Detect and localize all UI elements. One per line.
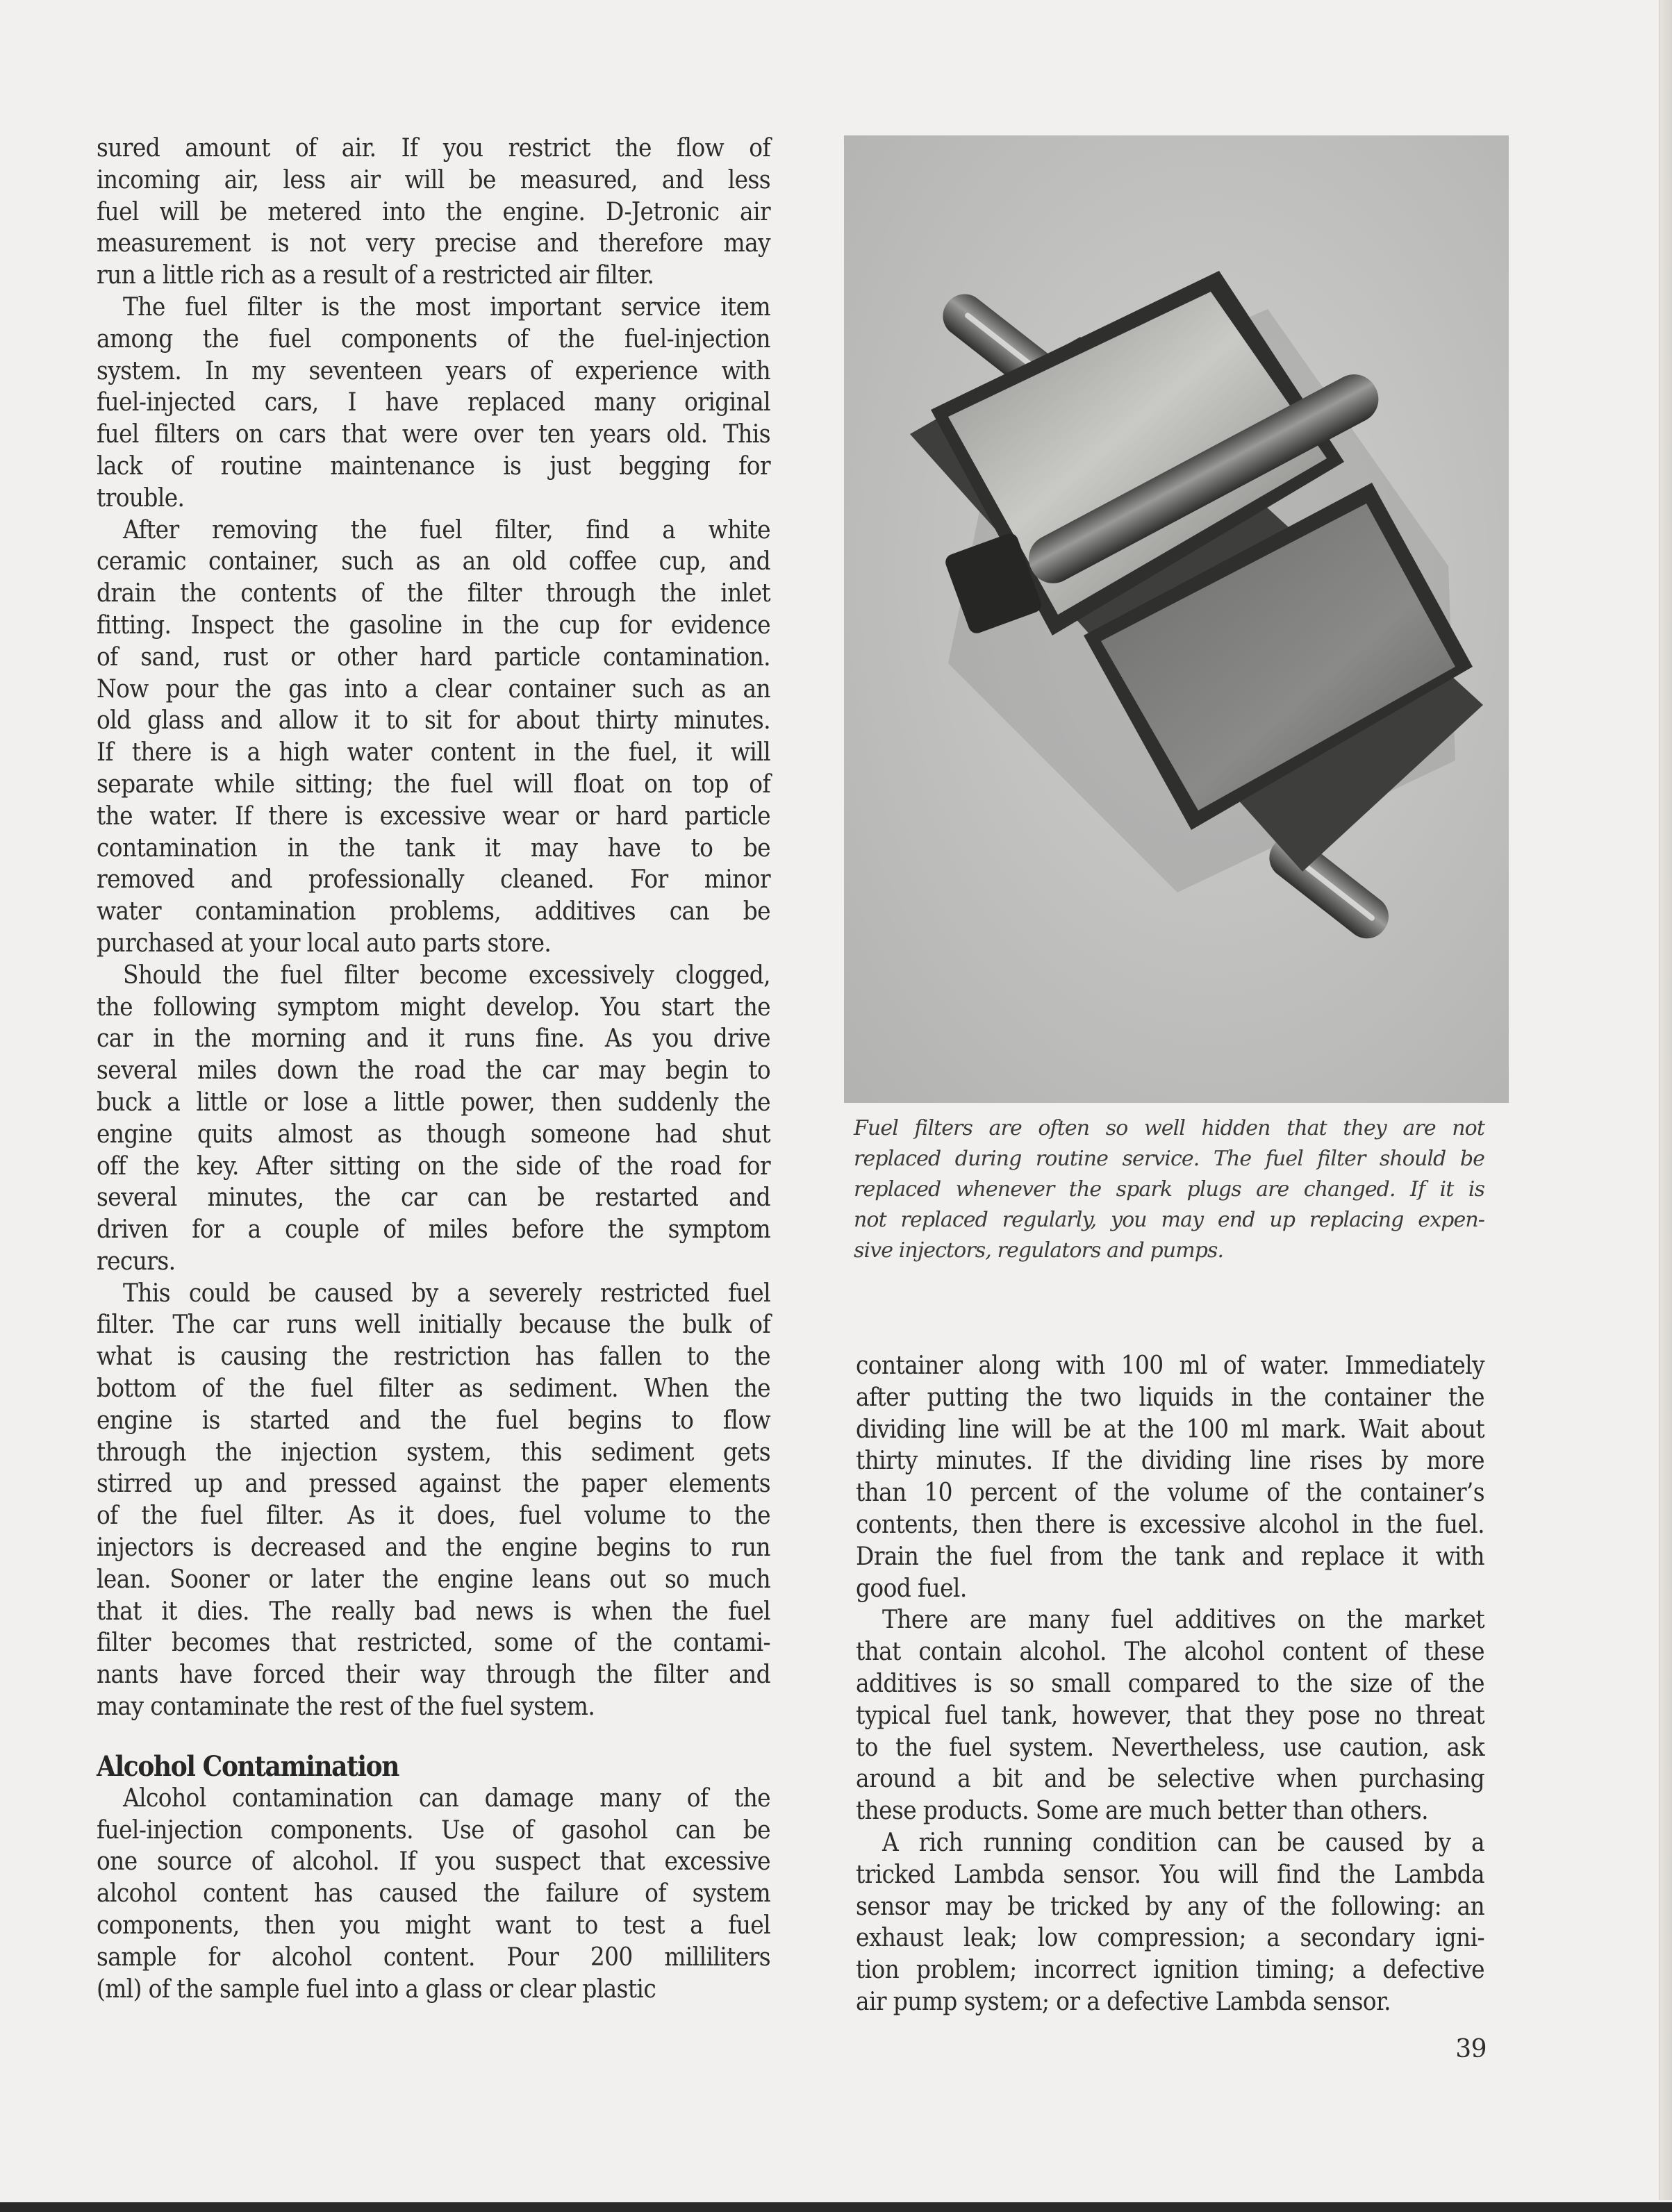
text-line: filter becomes that restricted, some of the contami-: [97, 1627, 770, 1658]
text-line: A rich running condition can be caused by a: [882, 1827, 1484, 1857]
text-line: injectors is decreased and the engine begins to run: [97, 1532, 770, 1563]
text-line: Drain the fuel from the tank and replace it with: [856, 1540, 1484, 1571]
paragraph: [97, 291, 770, 514]
text-line: fuel-injected cars, I have replaced many original: [97, 387, 770, 417]
left-column-paragraphs: [97, 132, 770, 1722]
caption-line: sive injectors, regulators and pumps.: [854, 1238, 1224, 1263]
text-line: typical fuel tank, however, that they pose no threat: [856, 1699, 1484, 1730]
text-line: these products. Some are much better than others.: [856, 1795, 1428, 1826]
fuel-filter-photo: [844, 135, 1509, 1103]
text-line: water contamination problems, additives can be: [97, 896, 770, 926]
text-line: tricked Lambda sensor. You will find the Lambda: [856, 1858, 1484, 1889]
text-line: one source of alcohol. If you suspect that excessive: [97, 1846, 770, 1877]
text-line: that it dies. The really bad news is when the fuel: [97, 1595, 770, 1626]
right-column-paragraphs: [856, 1349, 1484, 2018]
text-line: several miles down the road the car may begin to: [97, 1055, 770, 1086]
text-line: incoming air, less air will be measured, and less: [97, 164, 770, 194]
text-line: the following symptom might develop. You start the: [97, 991, 770, 1022]
caption-line: replaced during routine service. The fuel filter should be: [854, 1147, 1484, 1171]
text-line: container along with 100 ml of water. Immediately: [856, 1350, 1484, 1380]
text-line: the water. If there is excessive wear or hard particle: [97, 800, 770, 831]
text-line: to the fuel system. Nevertheless, use caution, ask: [856, 1731, 1484, 1762]
text-line: of sand, rust or other hard particle contamination.: [97, 641, 770, 672]
text-line: through the injection system, this sediment gets: [97, 1436, 770, 1467]
text-line: air pump system; or a defective Lambda sensor.: [856, 1986, 1391, 2016]
text-line: Now pour the gas into a clear container such as an: [97, 673, 770, 704]
text-line: fuel will be metered into the engine. D-Jetronic air: [97, 196, 770, 226]
text-line: separate while sitting; the fuel will float on top of: [97, 768, 770, 799]
text-line: fuel filters on cars that were over ten years old. This: [97, 419, 770, 449]
text-line: than 10 percent of the volume of the container’s: [856, 1477, 1484, 1508]
text-line: contents, then there is excessive alcohol in the fuel.: [856, 1508, 1484, 1539]
text-line: measurement is not very precise and therefore may: [97, 228, 770, 258]
paragraph: [97, 132, 770, 291]
text-line: tion problem; incorrect ignition timing; a defective: [856, 1954, 1484, 1985]
fuel-filter-illustration: [844, 135, 1509, 1103]
text-line: fitting. Inspect the gasoline in the cup for evidence: [97, 609, 770, 640]
text-line: of the fuel filter. As it does, fuel volume to the: [97, 1500, 770, 1531]
paragraph: [97, 1277, 770, 1722]
paragraph: [97, 514, 770, 959]
text-line: The fuel filter is the most important service item: [123, 291, 770, 322]
text-line: what is causing the restriction has fallen to the: [97, 1341, 770, 1372]
text-line: off the key. After sitting on the side of the road for: [97, 1150, 770, 1181]
text-line: lean. Sooner or later the engine leans out so much: [97, 1563, 770, 1594]
text-line: (ml) of the sample fuel into a glass or clear plastic: [97, 1973, 656, 2004]
text-line: Should the fuel filter become excessively clogged,: [123, 959, 770, 990]
text-line: nants have forced their way through the filter and: [97, 1659, 770, 1690]
text-line: exhaust leak; low compression; a secondary igni-: [856, 1922, 1484, 1953]
text-line: good fuel.: [856, 1572, 967, 1603]
paragraph: [97, 959, 770, 1277]
text-line: thirty minutes. If the dividing line rises by more: [856, 1445, 1484, 1476]
right-column: [856, 1349, 1484, 2018]
text-line: stirred up and pressed against the paper elements: [97, 1468, 770, 1499]
text-line: after putting the two liquids in the container the: [856, 1381, 1484, 1412]
text-line: old glass and allow it to sit for about thirty minutes.: [97, 705, 770, 735]
text-line: ceramic container, such as an old coffee cup, and: [97, 546, 770, 576]
text-line: sured amount of air. If you restrict the flow of: [97, 133, 770, 163]
text-line: additives is so small compared to the size of the: [856, 1668, 1484, 1698]
text-line: dividing line will be at the 100 ml mark. Wait about: [856, 1413, 1484, 1444]
text-line: fuel-injection components. Use of gasohol can be: [97, 1814, 770, 1845]
text-line: may contaminate the rest of the fuel system.: [97, 1691, 595, 1722]
text-line: several minutes, the car can be restarted and: [97, 1182, 770, 1213]
text-line: engine quits almost as though someone had shut: [97, 1118, 770, 1149]
text-line: engine is started and the fuel begins to flow: [97, 1404, 770, 1435]
text-line: that contain alcohol. The alcohol content of these: [856, 1636, 1484, 1667]
page-number: 39: [1455, 2035, 1487, 2063]
text-line: After removing the fuel filter, find a white: [123, 514, 770, 544]
text-line: Alcohol contamination can damage many of the: [123, 1782, 770, 1813]
text-line: This could be caused by a severely restricted fuel: [123, 1277, 770, 1308]
text-line: driven for a couple of miles before the symptom: [97, 1214, 770, 1245]
text-line: car in the morning and it runs fine. As you drive: [97, 1023, 770, 1054]
paragraph: [856, 1604, 1484, 1827]
text-line: recurs.: [97, 1245, 176, 1276]
text-line: among the fuel components of the fuel-injection: [97, 323, 770, 354]
text-line: There are many fuel additives on the market: [882, 1604, 1484, 1635]
text-line: lack of routine maintenance is just begging for: [97, 450, 770, 481]
text-line: components, then you might want to test a fuel: [97, 1910, 770, 1940]
text-line: contamination in the tank it may have to be: [97, 832, 770, 863]
paragraph: [856, 1827, 1484, 2018]
text-line: alcohol content has caused the failure of system: [97, 1878, 770, 1909]
text-line: removed and professionally cleaned. For minor: [97, 864, 770, 895]
text-line: run a little rich as a result of a restricted air filter.: [97, 260, 654, 290]
text-line: buck a little or lose a little power, then suddenly the: [97, 1086, 770, 1117]
text-line: drain the contents of the filter through the inlet: [97, 578, 770, 608]
text-line: around a bit and be selective when purchasing: [856, 1763, 1484, 1794]
text-line: filter. The car runs well initially because the bulk of: [97, 1309, 770, 1340]
text-line: bottom of the fuel filter as sediment. When the: [97, 1373, 770, 1404]
caption-line: not replaced regularly, you may end up replacing expen-: [854, 1208, 1484, 1232]
text-line: If there is a high water content in the fuel, it will: [97, 737, 770, 767]
left-column: [97, 132, 770, 2004]
caption-line: replaced whenever the spark plugs are changed. If it is: [854, 1177, 1484, 1201]
section-heading: Alcohol Contamination: [97, 1749, 399, 1783]
page-edge-bottom: [0, 2202, 1672, 2212]
text-line: trouble.: [97, 482, 185, 513]
text-line: purchased at your local auto parts store.: [97, 927, 552, 958]
caption-line: Fuel filters are often so well hidden that they are not: [854, 1116, 1484, 1140]
paragraph: [856, 1349, 1484, 1604]
figure-caption: [854, 1113, 1484, 1266]
page-edge-right: [1659, 0, 1672, 2200]
text-line: sensor may be tricked by any of the following: an: [856, 1890, 1484, 1921]
text-line: system. In my seventeen years of experience with: [97, 355, 770, 385]
text-line: sample for alcohol content. Pour 200 milliliters: [97, 1941, 770, 1972]
section-paragraph: [97, 1782, 770, 2005]
